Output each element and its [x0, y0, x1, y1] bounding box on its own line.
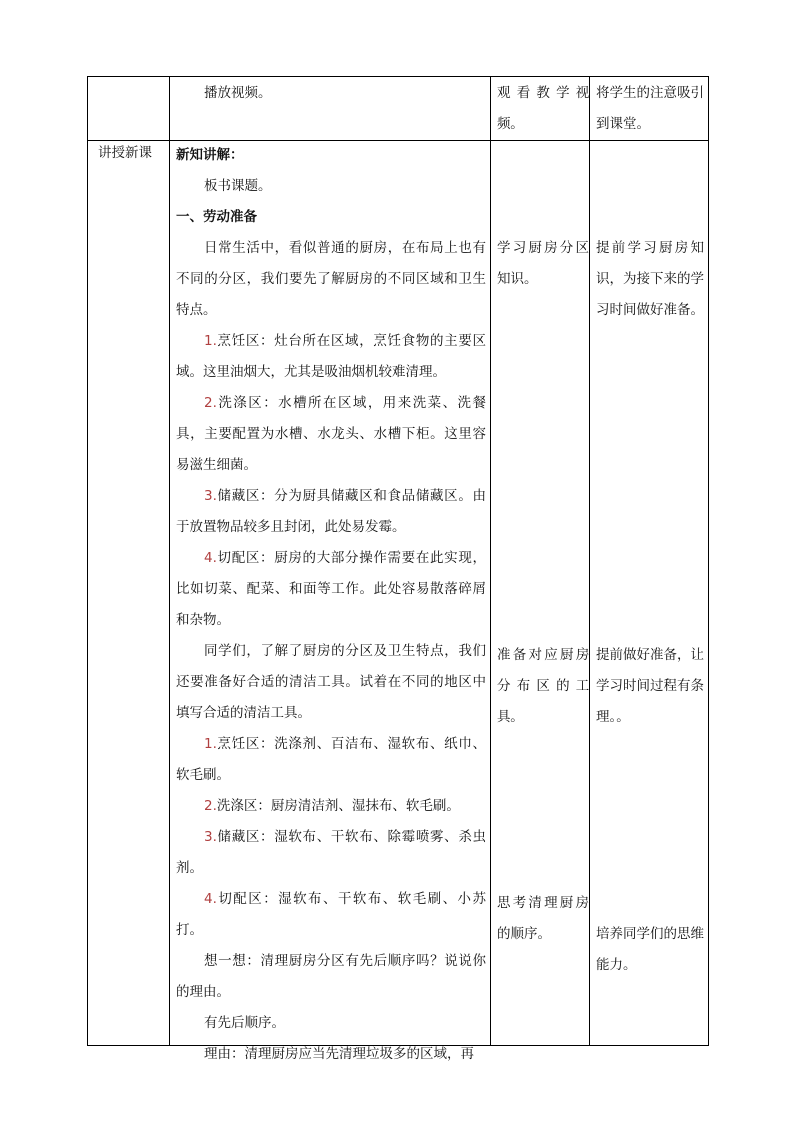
row2-teacher-content: 新知讲解： 板书课题。 一、劳动准备 日常生活中，看似普通的厨房，在布局上也有不同的分区，我们要先了解厨房的不同区域和卫生特点。 1.烹饪区：灶台所在区域，烹饪食物的主要区域。这里油烟大，尤其是吸油烟机较难清理。 2.洗涤区：水槽所在区域，用来洗菜、洗餐具，主要配置为水槽、水龙头、水槽下柜。这里容易滋生细菌。 3.储藏区：分为厨具储藏区和食品储藏区。由于放置物品较多且封闭，此处易发霉。 4.切配区：厨房的大部分操作需要在此实现，比如切菜、配菜、和面等工作。此处容易散落碎屑和杂物。 同学们，了解了厨房的分区及卫生特点，我们还要准备好合适的清洁工具。试着在不同的地区中填写合适的清洁工具。 1.烹饪区：洗涤剂、百洁布、湿软布、纸巾、软毛刷。 2.洗涤区：厨房清洁剂、湿抹布、软毛刷。 3.储藏区：湿软布、干软布、除霉喷雾、杀虫剂。 4.切配区：湿软布、干软布、软毛刷、小苏打。 想一想：清理厨房分区有先后顺序吗？说说你的理由。 有先后顺序。 理由：清理厨房应当先清理垃圾多的区域，再 — [176, 140, 486, 1070]
zone-item: 3.储藏区：分为厨具储藏区和食品储藏区。由于放置物品较多且封闭，此处易发霉。 — [176, 488, 486, 535]
zone-item: 4.切配区：厨房的大部分操作需要在此实现，比如切菜、配菜、和面等工作。此处容易散落碎屑和杂物。 — [176, 550, 486, 628]
zone-item: 2.洗涤区：水槽所在区域，用来洗菜、洗餐具，主要配置为水槽、水龙头、水槽下柜。这里容易滋生细菌。 — [176, 395, 486, 473]
col-border-3 — [589, 76, 590, 1046]
table-top-border — [87, 76, 709, 77]
tool-item: 4.切配区：湿软布、干软布、软毛刷、小苏打。 — [176, 891, 486, 938]
row1-teacher-activity — [176, 78, 486, 109]
row1-design-intent: 将学生的注意吸引到课堂。 — [596, 85, 704, 132]
design-intent-3: 培养同学们的思维能力。 — [596, 926, 704, 973]
student-activity-1: 学习厨房分区知识。 — [497, 240, 589, 287]
student-activity-3: 思考清理厨房的顺序。 — [497, 895, 589, 942]
row1-student-activity: 观看教学视频。 — [497, 85, 589, 132]
col-border-2 — [490, 76, 491, 1046]
col-border-right — [708, 76, 709, 1046]
tool-item: 2.洗涤区：厨房清洁剂、湿抹布、软毛刷。 — [204, 798, 460, 814]
design-intent-1: 提前学习厨房知识，为接下来的学习时间做好准备。 — [596, 240, 704, 318]
tool-item: 3.储藏区：湿软布、干软布、除霉喷雾、杀虫剂。 — [176, 829, 486, 876]
play-video-text: 播放视频。 — [204, 85, 272, 101]
zone-item: 1.烹饪区：灶台所在区域，烹饪食物的主要区域。这里油烟大，尤其是吸油烟机较难清理。 — [176, 333, 486, 380]
tool-item: 1.烹饪区：洗涤剂、百洁布、湿软布、纸巾、软毛刷。 — [176, 736, 486, 783]
student-activity-2: 准备对应厨房分布区的工具。 — [497, 647, 589, 725]
stage-label: 讲授新课 — [98, 145, 152, 161]
col-border-left — [87, 76, 88, 1046]
section-heading: 新知讲解： — [176, 147, 244, 163]
subsection-title: 一、劳动准备 — [176, 209, 257, 225]
design-intent-2: 提前做好准备，让学习时间过程有条理。。 — [596, 647, 704, 725]
col-border-1 — [169, 76, 170, 1046]
